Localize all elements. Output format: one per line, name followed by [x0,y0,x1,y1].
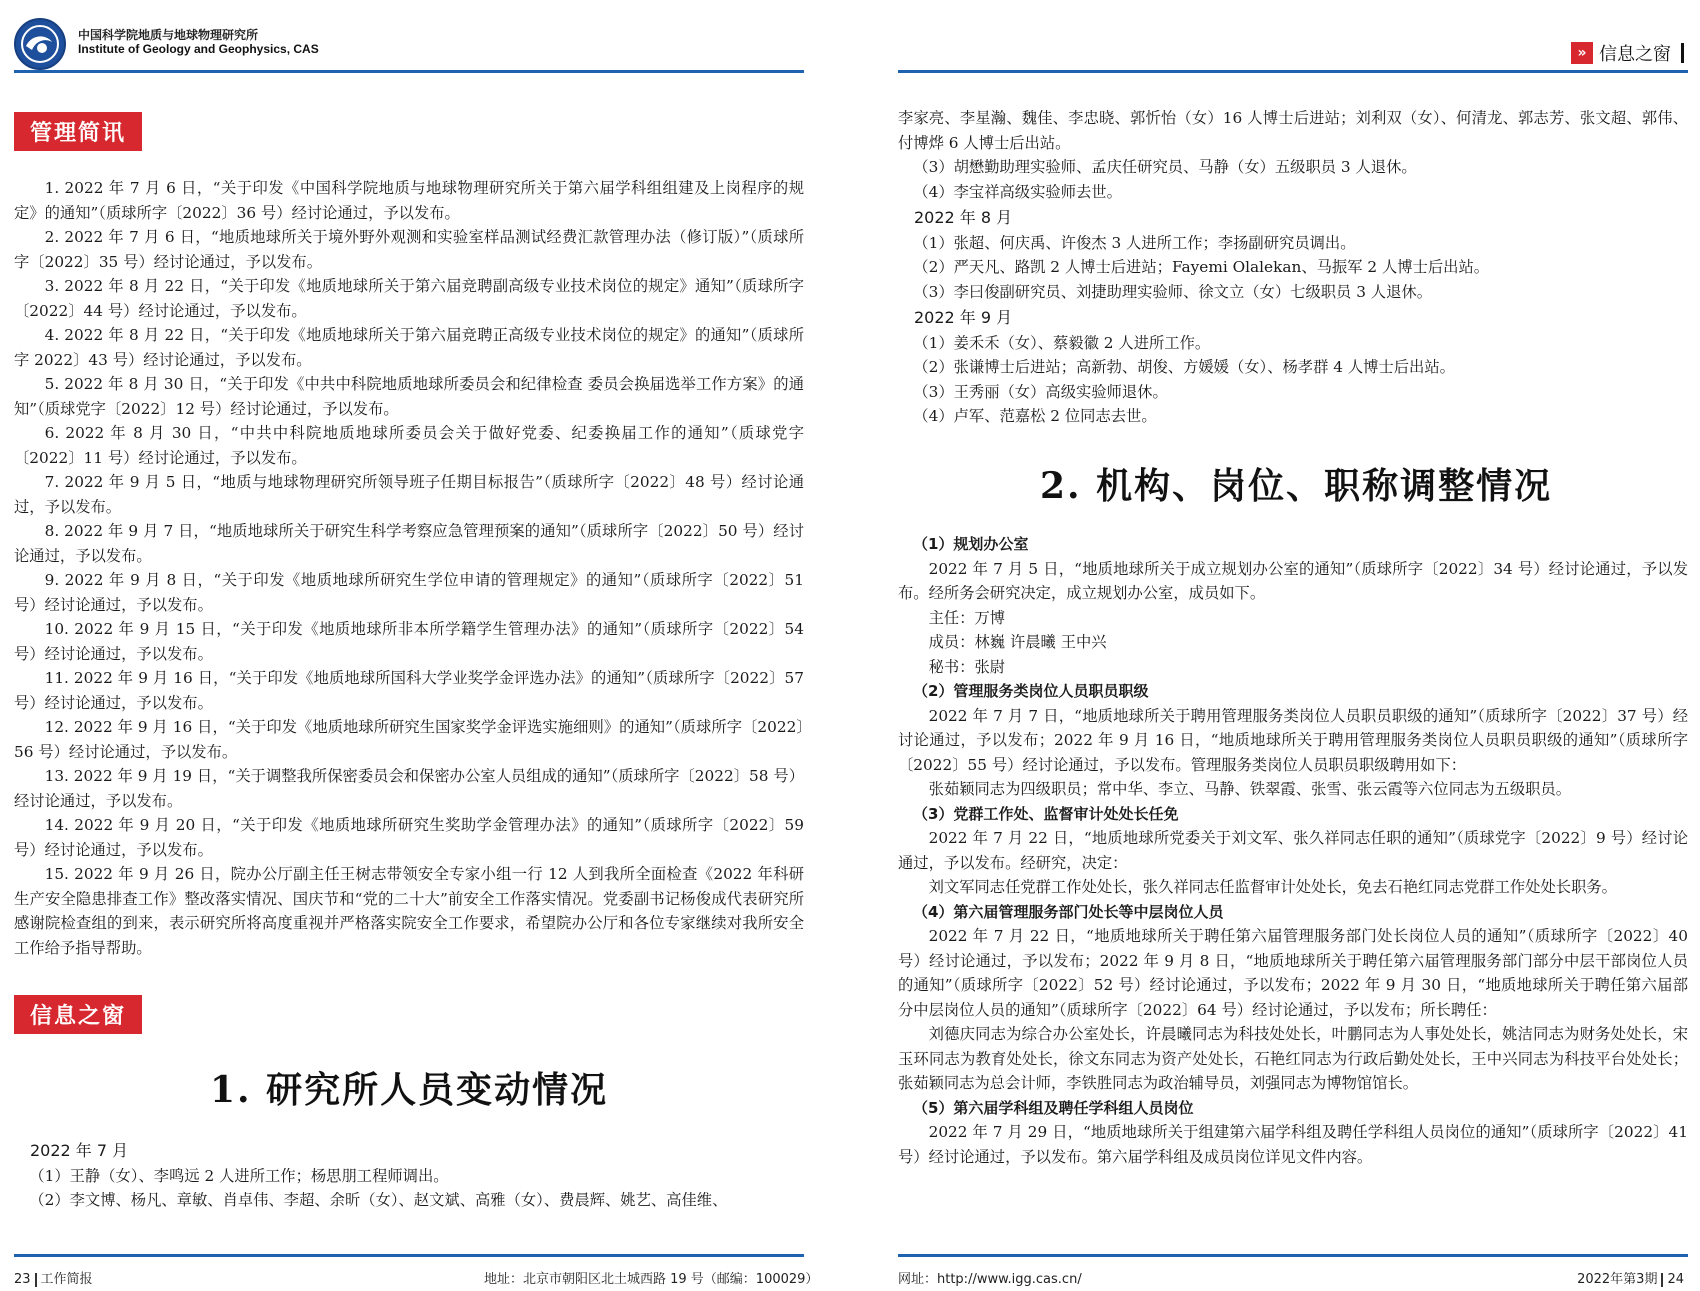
list-item: （1）王静（女）、李鸣远 2 人进所工作；杨思朋工程师调出。 [29,1166,449,1185]
list-item: 李家亮、李星瀚、魏佳、李忠晓、郭忻怡（女）16 人博士后进站；刘利双（女）、何清龙、郭志芳、张文超、郭伟、付博烨 6 人博士后出站。 [898,109,1688,152]
paragraph: 2022 年 7 月 29 日，“地质地球所关于组建第六届学科组及聘任学科组人员岗位的通知”（质球所字〔2022〕41 号）经讨论通过，予以发布。第六届学科组及成员岗位详见文件内容。 [898,1123,1688,1166]
header-bar [1681,43,1684,63]
paragraph: 2022 年 7 月 22 日，“地质地球所党委关于刘文军、张久祥同志任职的通知”（质球党字〔2022〕9 号）经讨论通过，予以发布。经研究，决定： [898,829,1688,872]
list-item: （3）李曰俊副研究员、刘捷助理实验师、徐文立（女）七级职员 3 人退休。 [913,282,1432,301]
footer-right [1577,1268,1684,1287]
paragraph: 2022 年 7 月 22 日，“地质地球所关于聘任第六届管理服务部门处长岗位人员的通知”（质球所字〔2022〕40 号）经讨论通过，予以发布；2022 年 9 月 8 日，“地质地球所关于聘任第六届管理服务部门部分中层干部岗位人员的通知”（质球所字〔2022〕52 号）经讨论通过，予以发布；2022 年 9 月 30 日，“地质地球所关于聘任第六届部分中层岗位人员的通知”（质球所字〔2022〕64 号）经讨论通过，予以发布；所长聘任： [898,927,1688,1019]
list-item: 11. 2022 年 9 月 16 日，“关于印发《地质地球所国科大学业奖学金评选办法》的通知”（质球所字〔2022〕57 号）经讨论通过，予以发布。 [14,669,804,712]
section-title-adjustments: 2. 机构、岗位、职称调整情况 [1040,465,1553,507]
month-label-july: 2022 年 7 月 [30,1141,129,1160]
paragraph: 张茹颖同志为四级职员；常中华、李立、马静、铁翠霞、张雪、张云霞等六位同志为五级职员。 [928,780,1572,798]
org-name-en: Institute of Geology and Geophysics, CAS [78,42,319,56]
footer-separator [35,1273,37,1287]
paragraph: 刘德庆同志为综合办公室处长，许晨曦同志为科技处处长，叶鹏同志为人事处处长，姚洁同志为财务处处长，宋玉环同志为教育处处长，徐文东同志为资产处处长，石艳红同志为行政后勤处处长，王中兴同志为科技平台处处长；张茹颖同志为总会计师，李铁胜同志为政治辅导员，刘强同志为博物馆馆长。 [898,1025,1688,1092]
section-title-personnel: 1. 研究所人员变动情况 [210,1069,609,1111]
list-item: （4）卢军、范嘉松 2 位同志去世。 [913,407,1157,425]
header-rule [898,70,1688,73]
subsection-heading: （1）规划办公室 [913,535,1029,553]
list-item: （2）严天凡、路凯 2 人博士后进站；Fayemi Olalekan、马振军 2 人博士后出站。 [913,258,1490,276]
list-item: 7. 2022 年 9 月 5 日，“地质与地球物理研究所领导班子任期目标报告”（质球所字〔2022〕48 号）经讨论通过，予以发布。 [14,473,804,516]
publication-name: 工作简报 [40,1272,93,1287]
issue-label: 2022年第3期 [1577,1272,1658,1287]
adjustments-body [898,532,1688,1169]
subsection-heading: （5）第六届学科组及聘任学科组人员岗位 [913,1098,1194,1117]
institute-logo [14,18,66,70]
header-section [1571,40,1684,66]
paragraph: 2022 年 7 月 5 日，“地质地球所关于成立规划办公室的通知”（质球所字〔2022〕34 号）经讨论通过，予以发布。经所务会研究决定，成立规划办公室，成员如下。 [898,559,1688,602]
section-label: 信息之窗 [1599,44,1671,65]
list-item: （2）张谦博士后进站；高新勃、胡俊、方媛媛（女）、杨孝群 4 人博士后出站。 [913,358,1455,376]
month-label-august: 2022 年 8 月 [914,208,1013,227]
subsection-heading: （2）管理服务类岗位人员职员职级 [913,682,1149,700]
tag-info-window: 信息之窗 [14,995,142,1034]
month-label-september: 2022 年 9 月 [914,308,1013,327]
list-item: （3）王秀丽（女）高级实验师退休。 [913,382,1168,401]
subsection-heading: （4）第六届管理服务部门处长等中层岗位人员 [913,902,1224,921]
footer-separator [1661,1273,1663,1287]
tag-management-news: 管理简讯 [14,112,142,151]
paragraph: 成员：林巍 许晨曦 王中兴 [928,633,1107,651]
double-chevron-icon: » [1571,42,1593,64]
footer-left [14,1268,93,1287]
footer-website: 网址：http://www.igg.cas.cn/ [898,1272,1082,1287]
paragraph: 主任：万博 [928,608,1006,627]
list-item: 5. 2022 年 8 月 30 日，“关于印发《中共中科院地质地球所委员会和纪律检查 委员会换届选举工作方案》的通知”（质球党字〔2022〕12 号）经讨论通过，予以发布。 [14,375,804,418]
list-item: 10. 2022 年 9 月 15 日，“关于印发《地质地球所非本所学籍学生管理办法》的通知”（质球所字〔2022〕54 号）经讨论通过，予以发布。 [14,620,804,663]
list-item: （1）姜禾禾（女）、蔡毅徽 2 人进所工作。 [913,333,1211,352]
org-name-cn: 中国科学院地质与地球物理研究所 [78,28,259,42]
left-page [0,0,820,1291]
list-item: 6. 2022 年 8 月 30 日，“中共中科院地质地球所委员会关于做好党委、纪委换届工作的通知”（质球党字〔2022〕11 号）经讨论通过，予以发布。 [14,424,804,467]
paragraph: 刘文军同志任党群工作处处长，张久祥同志任监督审计处处长，免去石艳红同志党群工作处处长职务。 [928,878,1617,896]
paragraph: 2022 年 7 月 7 日，“地质地球所关于聘用管理服务类岗位人员职员职级的通知”（质球所字〔2022〕37 号）经讨论通过，予以发布；2022 年 9 月 16 日，“地质地球所关于聘用管理服务类岗位人员职员职级的通知”（质球所字〔2022〕55 号）经讨论通过，予以发布。管理服务类岗位人员职员职级聘用如下： [898,706,1688,774]
list-item: （1）张超、何庆禹、许俊杰 3 人进所工作；李扬副研究员调出。 [913,233,1356,252]
list-item: 2. 2022 年 7 月 6 日，“地质地球所关于境外野外观测和实验室样品测试经费汇款管理办法（修订版）”（质球所字〔2022〕35 号）经讨论通过，予以发布。 [14,228,804,271]
list-item: 8. 2022 年 9 月 7 日，“地质地球所关于研究生科学考察应急管理预案的通知”（质球所字〔2022〕50 号）经讨论通过，予以发布。 [14,522,804,565]
list-item: 13. 2022 年 9 月 19 日，“关于调整我所保密委员会和保密办公室人员组成的通知”（质球所字〔2022〕58 号）经讨论通过，予以发布。 [14,767,804,810]
page-number: 23 [14,1272,31,1287]
list-item: 9. 2022 年 9 月 8 日，“关于印发《地质地球所研究生学位申请的管理规定》的通知”（质球所字〔2022〕51 号）经讨论通过，予以发布。 [14,571,804,614]
management-news-list [14,176,804,960]
list-item: 12. 2022 年 9 月 16 日，“关于印发《地质地球所研究生国家奖学金评选实施细则》的通知”（质球所字〔2022〕56 号）经讨论通过，予以发布。 [14,718,804,761]
list-item: 14. 2022 年 9 月 20 日，“关于印发《地质地球所研究生奖助学金管理办法》的通知”（质球所字〔2022〕59 号）经讨论通过，予以发布。 [14,816,804,859]
footer-address: 地址：北京市朝阳区北土城西路 19 号（邮编：100029） [484,1272,819,1287]
list-item: 3. 2022 年 8 月 22 日，“关于印发《地质地球所关于第六届竞聘副高级专业技术岗位的规定》通知”（质球所字〔2022〕44 号）经讨论通过，予以发布。 [14,277,804,320]
list-item: 4. 2022 年 8 月 22 日，“关于印发《地质地球所关于第六届竞聘正高级专业技术岗位的规定》的通知”（质球所字 2022〕43 号）经讨论通过，予以发布。 [14,326,804,369]
page-number: 24 [1667,1272,1684,1287]
list-item: （2）李文博、杨凡、章敏、肖卓伟、李超、余昕（女）、赵文斌、高雅（女）、费晨辉、姚艺、高佳维、 [29,1191,728,1209]
list-item: 1. 2022 年 7 月 6 日，“关于印发《中国科学院地质与地球物理研究所关于第六届学科组组建及上岗程序的规定》的通知”（质球所字〔2022〕36 号）经讨论通过，予以发布。 [14,179,804,222]
right-page [880,0,1700,1291]
list-item: （3）胡懋勤助理实验师、孟庆任研究员、马静（女）五级职员 3 人退休。 [913,158,1417,176]
list-item: 15. 2022 年 9 月 26 日，院办公厅副主任王树志带领安全专家小组一行 12 人到我所全面检查《2022 年科研生产安全隐患排查工作》整改落实情况、国庆节和“党的二十大”前安全工作落实情况。党委副书记杨俊成代表研究所感谢院检查组的到来，表示研究所将高度重视并严格落实院安全工作要求，希望院办公厅和各位专家继续对我所安全工作给予指导帮助。 [14,865,804,957]
personnel-july [14,1137,804,1213]
paragraph: 秘书：张尉 [928,657,1006,676]
subsection-heading: （3）党群工作处、监督审计处处长任免 [913,804,1179,823]
header-rule [14,70,804,73]
footer-rule [14,1254,804,1257]
footer-rule [898,1254,1688,1257]
list-item: （4）李宝祥高级实验师去世。 [913,182,1122,201]
personnel-continued [898,106,1688,429]
